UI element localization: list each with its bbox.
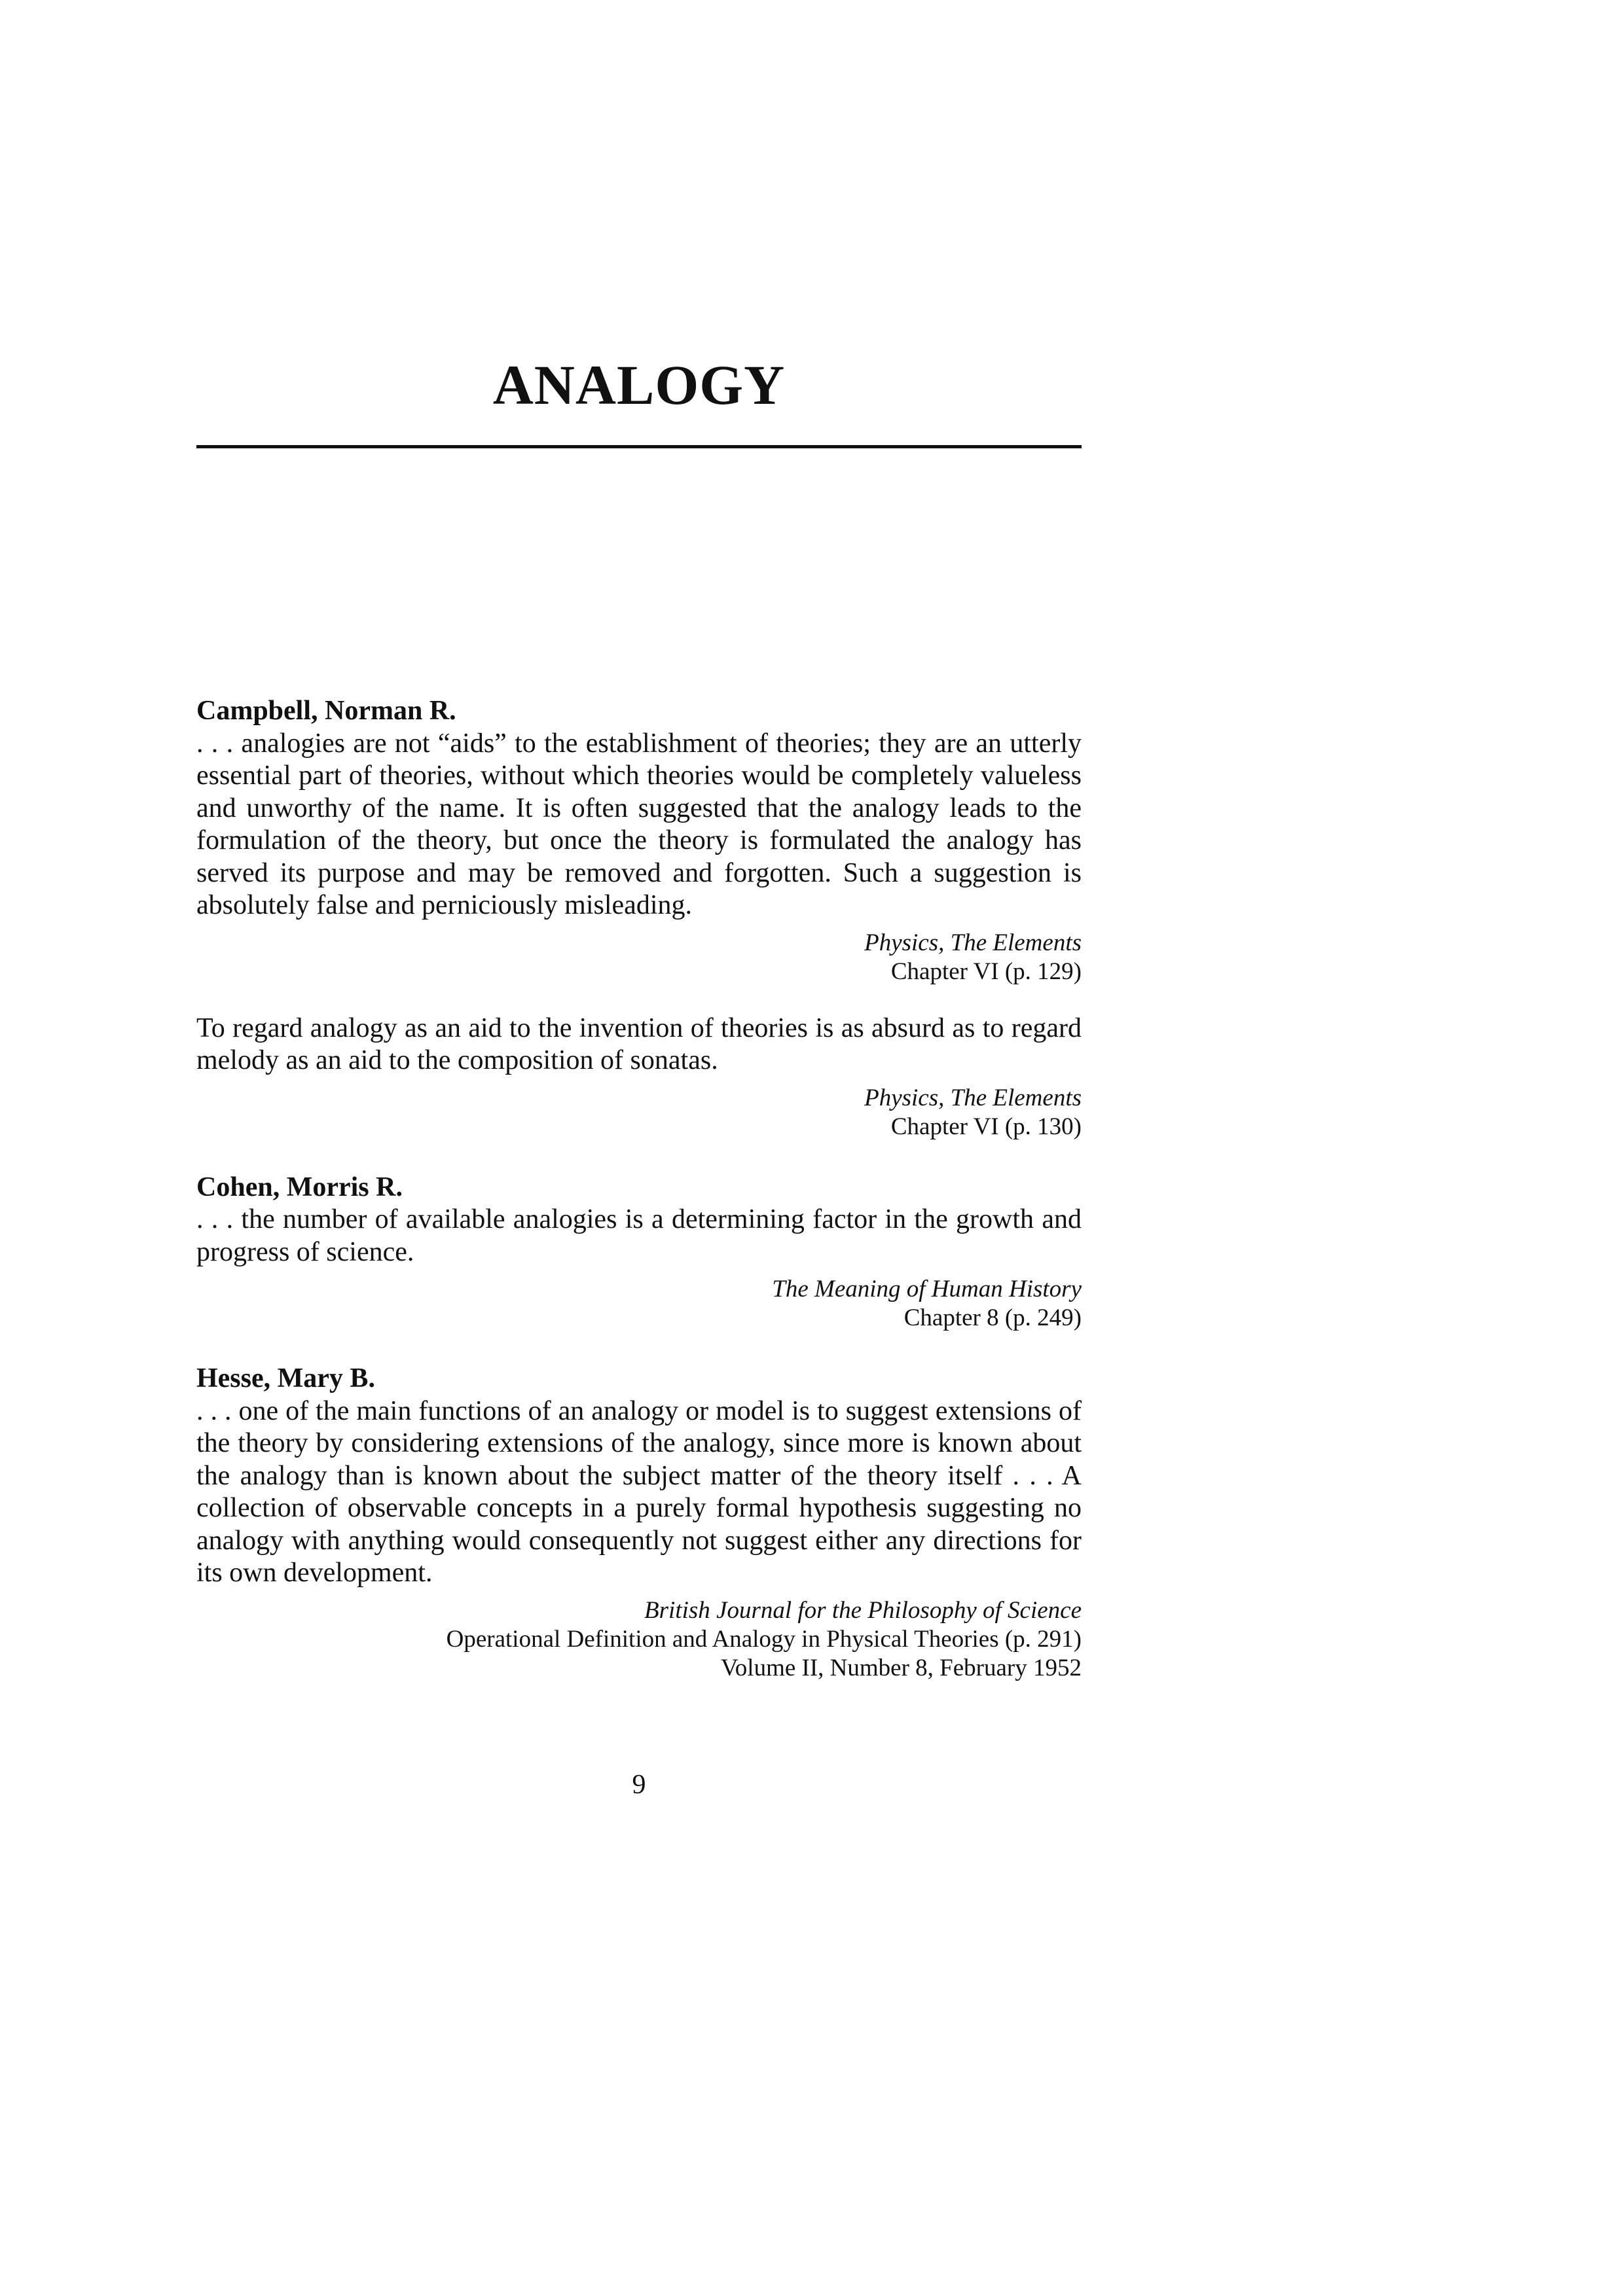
citation (196, 1275, 1082, 1333)
quotations (196, 695, 1082, 1683)
citation (196, 1596, 1082, 1683)
title-rule (196, 445, 1082, 448)
book-page (196, 0, 1082, 2296)
quote-text: . . . the number of available analogies is a determining factor in the growth and progress of science. (196, 1204, 1082, 1267)
author-name: Cohen, Morris R. (196, 1172, 403, 1202)
quote-text: . . . analogies are not “aids” to the establishment of theories; they are an utterly essential part of theories, without which theories would be completely valueless and unworthy of the name. It is often suggested that the analogy leads to the formulation of the theory, but once the theory is formulated the analogy has served its purpose and may be removed and forgotten. Such a suggestion is absolutely false and perniciously misleading. (196, 728, 1082, 920)
citation-detail: Chapter VI (p. 130) (890, 1113, 1082, 1140)
citation-source: Physics, The Elements (864, 929, 1082, 956)
entry-hesse (196, 1363, 1082, 1683)
citation-source: The Meaning of Human History (772, 1276, 1082, 1302)
page-number: 9 (632, 1770, 646, 1800)
entry-campbell (196, 695, 1082, 1141)
citation-volume: Volume II, Number 8, February 1952 (720, 1654, 1082, 1681)
entry-cohen (196, 1172, 1082, 1333)
citation-source: British Journal for the Philosophy of Science (644, 1596, 1082, 1624)
author-name: Campbell, Norman R. (196, 696, 456, 726)
citation-detail: Operational Definition and Analogy in Physical Theories (p. 291) (446, 1625, 1082, 1653)
citation (196, 1084, 1082, 1141)
quote-text: . . . one of the main functions of an analogy or model is to suggest extensions of the theory by considering extensions of the analogy, since more is known about the analogy than is known about the subject matter of the theory itself . . . A collection of observable concepts in a purely formal hypothesis suggesting no analogy with anything would consequently not suggest either any directions for its own development. (196, 1395, 1082, 1588)
citation-detail: Chapter 8 (p. 249) (903, 1304, 1082, 1331)
citation-detail: Chapter VI (p. 129) (890, 958, 1082, 985)
author-name: Hesse, Mary B. (196, 1363, 375, 1393)
chapter-title: ANALOGY (492, 353, 786, 416)
citation-source: Physics, The Elements (864, 1084, 1082, 1111)
quote-text: To regard analogy as an aid to the invention of theories is as absurd as to regard melody as an aid to the composition of sonatas. (196, 1013, 1082, 1075)
citation (196, 929, 1082, 986)
